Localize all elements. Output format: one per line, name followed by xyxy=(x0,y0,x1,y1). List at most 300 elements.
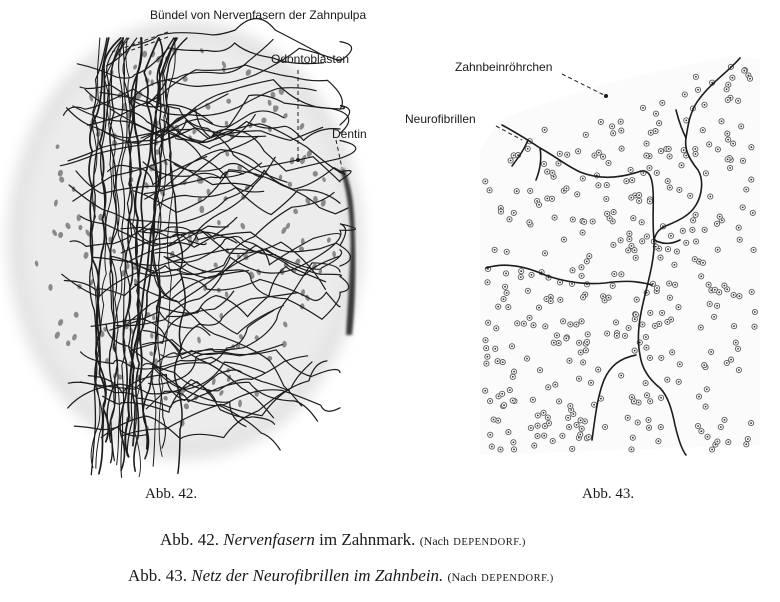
dentin-tubule-center xyxy=(582,178,584,180)
odontoblast-nucleus xyxy=(77,214,81,221)
caption-43-number: Abb. 43. xyxy=(128,566,188,585)
dentin-tubule-center xyxy=(586,261,588,263)
dentin-tubule-center xyxy=(543,412,545,414)
dentin-tubule-center xyxy=(666,379,668,381)
dentin-tubule-center xyxy=(668,148,670,150)
dentin-tubule-center xyxy=(726,362,728,364)
dentin-tubule-center xyxy=(620,375,622,377)
caption-43-source-name: DEPENDORF.) xyxy=(481,573,554,584)
dentin-tubule-center xyxy=(726,88,728,90)
dentin-tubule-center xyxy=(698,396,700,398)
dentin-tubule-center xyxy=(602,156,604,158)
dentin-tubule-center xyxy=(569,324,571,326)
dentin-tubule-center xyxy=(643,172,645,174)
dentin-tubule-center xyxy=(717,441,719,443)
dentin-tubule-center xyxy=(697,89,699,91)
dentin-tubule-center xyxy=(558,342,560,344)
dentin-tubule-center xyxy=(582,296,584,298)
dentin-tubule-center xyxy=(594,155,596,157)
dentin-tubule-center xyxy=(513,371,515,373)
dentin-tubule-center xyxy=(668,283,670,285)
dentin-tubule-center xyxy=(695,76,697,78)
dentin-tubule-center xyxy=(600,121,602,123)
dentin-tubule-center xyxy=(636,299,638,301)
dentin-tubule-center xyxy=(602,295,604,297)
dentin-tubule-center xyxy=(537,415,539,417)
dentin-tubule-center xyxy=(606,213,608,215)
dentin-tubule-center xyxy=(621,273,623,275)
dentin-tubule-center xyxy=(590,382,592,384)
dentin-tubule-center xyxy=(685,120,687,122)
dentin-tubule-center xyxy=(634,249,636,251)
dentin-tubule-center xyxy=(550,300,552,302)
dentin-tubule-center xyxy=(751,146,753,148)
dentin-tubule-center xyxy=(656,172,658,174)
dentin-tubule-center xyxy=(650,132,652,134)
dentin-tubule-center xyxy=(648,427,650,429)
dentin-tubule-center xyxy=(635,314,637,316)
dentin-tubule-center xyxy=(538,307,540,309)
dentin-tubule-center xyxy=(609,218,611,220)
dentin-tubule-center xyxy=(698,261,700,263)
dentin-tubule-center xyxy=(709,196,711,198)
caption-43-rest: im Zahnbein. xyxy=(353,566,444,585)
dentin-tubule-center xyxy=(509,389,511,391)
dentin-tubule-center xyxy=(494,348,496,350)
dentin-tubule-center xyxy=(615,322,617,324)
dentin-tubule-center xyxy=(649,400,651,402)
dentin-tubule-center xyxy=(682,230,684,232)
dentin-tubule-center xyxy=(544,425,546,427)
dentin-tubule-center xyxy=(704,104,706,106)
dentin-tubule-center xyxy=(484,181,486,183)
figure-43-drawing xyxy=(480,55,760,455)
dentin-tubule-center xyxy=(500,449,502,451)
dentin-tubule-center xyxy=(612,132,614,134)
dentin-tubule-center xyxy=(674,264,676,266)
dentin-tubule-center xyxy=(604,299,606,301)
dentin-tubule-center xyxy=(598,152,600,154)
dentin-tubule-center xyxy=(520,270,522,272)
dentin-tubule-center xyxy=(559,153,561,155)
dentin-tubule-center xyxy=(552,172,554,174)
dentin-tubule-center xyxy=(509,218,511,220)
figure-42-drawing xyxy=(7,19,363,478)
dentin-tubule-center xyxy=(567,417,569,419)
dentin-tubule-center xyxy=(631,396,633,398)
dentin-tubule-center xyxy=(566,154,568,156)
dentin-tubule-center xyxy=(613,273,615,275)
dentin-tubule-center xyxy=(681,164,683,166)
dentin-tubule-center xyxy=(620,130,622,132)
dentin-tubule-center xyxy=(571,283,573,285)
dentin-tubule-center xyxy=(752,212,754,214)
dentin-tubule-center xyxy=(669,297,671,299)
dentin-tubule-center xyxy=(737,100,739,102)
dentin-tubule-center xyxy=(730,359,732,361)
dentin-tubule-center xyxy=(661,312,663,314)
dentin-tubule-center xyxy=(727,84,729,86)
dentin-tubule-center xyxy=(646,394,648,396)
dentin-tubule-center xyxy=(577,150,579,152)
dentin-tubule-center xyxy=(700,327,702,329)
dentin-tubule-center xyxy=(685,155,687,157)
dentin-tubule-center xyxy=(505,273,507,275)
dentin-tubule-center xyxy=(646,236,648,238)
dentin-tubule-center xyxy=(700,275,702,277)
dentin-tubule-center xyxy=(516,190,518,192)
dentin-tubule-center xyxy=(655,113,657,115)
dentin-tubule-center xyxy=(600,398,602,400)
dentin-tissue-background xyxy=(480,55,760,455)
dentin-tubule-center xyxy=(727,99,729,101)
dentin-tubule-center xyxy=(570,409,572,411)
dentin-tubule-center xyxy=(529,222,531,224)
dentin-tubule-center xyxy=(635,257,637,259)
dentin-tubule-center xyxy=(629,238,631,240)
dentin-tubule-center xyxy=(588,255,590,257)
dentin-tubule-center xyxy=(527,290,529,292)
dentin-tubule-center xyxy=(702,129,704,131)
dentin-tubule-center xyxy=(562,435,564,437)
dentin-tubule-center xyxy=(655,130,657,132)
dentin-tubule-center xyxy=(739,295,741,297)
dentin-tubule-center xyxy=(572,269,574,271)
dentin-tubule-center xyxy=(646,347,648,349)
dentin-tubule-center xyxy=(646,155,648,157)
dentin-tubule-center xyxy=(717,249,719,251)
dentin-tubule-center xyxy=(721,219,723,221)
dentin-tubule-center xyxy=(654,325,656,327)
dentin-tubule-center xyxy=(694,258,696,260)
dentin-tubule-center xyxy=(487,356,489,358)
dentin-tubule-center xyxy=(740,126,742,128)
dentin-tubule-center xyxy=(605,198,607,200)
dentin-tubule-center xyxy=(655,246,657,248)
dentin-tubule-center xyxy=(638,200,640,202)
dentin-tubule-center xyxy=(630,169,632,171)
dentin-tubule-center xyxy=(645,382,647,384)
dentin-tubule-center xyxy=(679,363,681,365)
dentin-tubule-center xyxy=(571,448,573,450)
dentin-tubule-center xyxy=(608,297,610,299)
caption-42-number: Abb. 42. xyxy=(160,530,220,549)
dentin-tubule-center xyxy=(547,386,549,388)
dentin-tubule-center xyxy=(718,291,720,293)
dentin-tubule-center xyxy=(658,440,660,442)
dentin-tubule-center xyxy=(620,239,622,241)
dentin-tubule-center xyxy=(533,324,535,326)
dentin-tubule-center xyxy=(661,102,663,104)
dentin-tubule-center xyxy=(558,401,560,403)
dentin-tubule-center xyxy=(588,436,590,438)
dentin-tubule-center xyxy=(538,204,540,206)
dentin-tubule-center xyxy=(624,335,626,337)
dentin-tubule-center xyxy=(489,189,491,191)
dentin-tubule-center xyxy=(487,322,489,324)
dentin-tubule-center xyxy=(738,369,740,371)
dentin-tubule-center xyxy=(547,417,549,419)
dentin-tubule-center xyxy=(692,219,694,221)
tubule-label: Zahnbeinröhrchen xyxy=(455,60,553,74)
dentin-tubule-center xyxy=(583,221,585,223)
dentin-tubule-center xyxy=(649,167,651,169)
dentin-tubule-center xyxy=(502,361,504,363)
dentin-tubule-center xyxy=(487,281,489,283)
dentin-tubule-center xyxy=(620,121,622,123)
dentin-tubule-center xyxy=(497,420,499,422)
dentin-tubule-center xyxy=(674,284,676,286)
dentin-tubule-center xyxy=(500,211,502,213)
dentin-tubule-center xyxy=(727,139,729,141)
dentin-tubule-center xyxy=(747,438,749,440)
dentin-tubule-center xyxy=(512,400,514,402)
dentin-tubule-center xyxy=(648,419,650,421)
dentin-tubule-center xyxy=(721,120,723,122)
neurofibril-label: Neurofibrillen xyxy=(405,112,476,126)
dentin-tubule-center xyxy=(695,214,697,216)
dentin-tubule-center xyxy=(678,306,680,308)
dentin-tubule-center xyxy=(716,223,718,225)
dentin-tubule-center xyxy=(754,311,756,313)
dentin-tubule-center xyxy=(732,77,734,79)
dentin-tubule-center xyxy=(578,342,580,344)
dentin-tubule-center xyxy=(702,262,704,264)
dentin-tubule-center xyxy=(585,350,587,352)
dentin-tubule-center xyxy=(546,198,548,200)
dentin-tubule-center xyxy=(606,333,608,335)
dentin-tubule-center xyxy=(529,317,531,319)
dentin-tubule-center xyxy=(692,229,694,231)
dentin-tubule-center xyxy=(641,240,643,242)
dentin-tubule-center xyxy=(558,163,560,165)
dentin-tubule-center xyxy=(750,422,752,424)
dentin-tubule-center xyxy=(684,94,686,96)
dentin-tubule-center xyxy=(743,70,745,72)
dentin-tubule-center xyxy=(501,393,503,395)
dentin-tubule-center xyxy=(656,287,658,289)
dentin-tubule-center xyxy=(553,176,555,178)
dentin-tubule-center xyxy=(658,122,660,124)
dentin-tubule-center xyxy=(667,248,669,250)
dentin-tubule-center xyxy=(587,334,589,336)
dentin-tubule-center xyxy=(579,434,581,436)
caption-42-title: Nervenfasern xyxy=(223,530,315,549)
caption-43-title: Netz der Neurofibrillen xyxy=(191,566,350,585)
dentin-tubule-center xyxy=(550,296,552,298)
dentin-tubule-center xyxy=(598,184,600,186)
dentin-tubule-center xyxy=(513,155,515,157)
dentin-tubule-center xyxy=(489,400,491,402)
dentin-tubule-center xyxy=(634,318,636,320)
dentin-tubule-center xyxy=(568,426,570,428)
dentin-tubule-center xyxy=(597,369,599,371)
dentin-tubule-center xyxy=(649,201,651,203)
dentin-tubule-center xyxy=(658,323,660,325)
dentin-tubule-center xyxy=(660,257,662,259)
dentin-tubule-center xyxy=(621,148,623,150)
dentin-tubule-center xyxy=(737,348,739,350)
dentin-tubule-center xyxy=(586,341,588,343)
dentin-tubule-center xyxy=(511,345,513,347)
dentin-tubule-center xyxy=(628,327,630,329)
dentin-tubule-center xyxy=(593,404,595,406)
caption-42-rest: im Zahnmark. xyxy=(319,530,416,549)
dentin-tubule-center xyxy=(695,241,697,243)
dentin-tubule-center xyxy=(726,133,728,135)
dentin-tubule-center xyxy=(735,342,737,344)
dentin-tubule-center xyxy=(626,180,628,182)
dentin-tubule-center xyxy=(745,443,747,445)
dentin-tubule-center xyxy=(592,221,594,223)
dentin-tubule-center xyxy=(606,184,608,186)
dentin-tubule-center xyxy=(516,322,518,324)
dentin-tubule-center xyxy=(713,316,715,318)
dentin-tubule-center xyxy=(551,198,553,200)
dentin-tubule-center xyxy=(520,276,522,278)
dentin-tubule-center xyxy=(507,306,509,308)
dentin-tubule-center xyxy=(708,284,710,286)
dentin-tubule-center xyxy=(612,285,614,287)
dentin-tubule-center xyxy=(485,347,487,349)
dentin-tubule-center xyxy=(537,435,539,437)
dentin-tubule-center xyxy=(733,325,735,327)
dentin-label: Dentin xyxy=(332,127,367,141)
dentin-tubule-center xyxy=(724,419,726,421)
dentin-tubule-center xyxy=(537,425,539,427)
dentin-tubule-center xyxy=(546,298,548,300)
dentin-tubule-center xyxy=(631,245,633,247)
dentin-tubule-center xyxy=(544,326,546,328)
dentin-tubule-center xyxy=(638,402,640,404)
dentin-tubule-center xyxy=(582,232,584,234)
dentin-tubule-center xyxy=(705,172,707,174)
dentin-tubule-center xyxy=(629,233,631,235)
dentin-tubule-center xyxy=(641,221,643,223)
dentin-tubule-center xyxy=(504,286,506,288)
dentin-tubule-center xyxy=(543,163,545,165)
dentin-tubule-center xyxy=(732,143,734,145)
dentin-tubule-center xyxy=(678,381,680,383)
dentin-tubule-center xyxy=(527,148,529,150)
dentin-tubule-center xyxy=(512,376,514,378)
dentin-tubule-center xyxy=(749,78,751,80)
dentin-tubule-center xyxy=(727,441,729,443)
dentin-tubule-center xyxy=(627,250,629,252)
dentin-tubule-center xyxy=(533,445,535,447)
dentin-tubule-center xyxy=(642,107,644,109)
dentin-tubule-center xyxy=(632,437,634,439)
dentin-tubule-center xyxy=(580,352,582,354)
dentin-tubule-center xyxy=(569,360,571,362)
dentin-tubule-center xyxy=(485,339,487,341)
dentin-tubule-center xyxy=(694,148,696,150)
figure-43-number: Abb. 43. xyxy=(582,486,635,502)
dentin-tubule-center xyxy=(510,160,512,162)
dentin-tubule-center xyxy=(562,320,564,322)
dentin-tubule-center xyxy=(753,249,755,251)
dentin-tubule-center xyxy=(604,426,606,428)
caption-42-source-prefix: (Nach xyxy=(419,534,450,548)
bundle-label: Bündel von Nervenfasern der Zahnpulpa xyxy=(150,8,367,22)
dentin-tubule-center xyxy=(711,449,713,451)
dentin-tubule-center xyxy=(714,289,716,291)
dentin-tubule-center xyxy=(710,351,712,353)
dentin-tubule-center xyxy=(536,200,538,202)
dentin-tubule-center xyxy=(552,440,554,442)
dentin-tubule-center xyxy=(513,212,515,214)
dentin-tubule-center xyxy=(566,188,568,190)
dentin-tubule-center xyxy=(724,285,726,287)
dentin-tubule-center xyxy=(608,162,610,164)
dentin-tubule-center xyxy=(750,179,752,181)
dentin-tubule-center xyxy=(581,275,583,277)
dentin-tubule-center xyxy=(638,194,640,196)
dentin-tubule-center xyxy=(489,434,491,436)
dentin-tubule-center xyxy=(631,179,633,181)
dentin-tubule-center xyxy=(634,350,636,352)
dentin-tubule-center xyxy=(671,351,673,353)
dentin-tubule-center xyxy=(727,159,729,161)
caption-43 xyxy=(128,566,554,586)
dentin-tubule-center xyxy=(667,321,669,323)
dentin-tubule-center xyxy=(576,424,578,426)
dentin-tubule-center xyxy=(632,217,634,219)
dentin-tubule-center xyxy=(526,358,528,360)
dentin-tubule-center xyxy=(581,320,583,322)
dentin-tubule-center xyxy=(565,338,567,340)
dentin-tubule-center xyxy=(742,207,744,209)
dentin-tubule-center xyxy=(506,251,508,253)
dentin-tubule-center xyxy=(670,319,672,321)
dentin-tubule-center xyxy=(630,197,632,199)
dentin-tubule-center xyxy=(733,294,735,296)
caption-42 xyxy=(160,530,526,550)
figure-42-number: Abb. 42. xyxy=(145,486,198,502)
dentin-tubule-center xyxy=(738,227,740,229)
dentin-tubule-center xyxy=(585,134,587,136)
dentin-tubule-center xyxy=(544,252,546,254)
dentin-tubule-center xyxy=(669,187,671,189)
dentin-tubule-center xyxy=(569,405,571,407)
dentin-tubule-center xyxy=(539,369,541,371)
dentin-tubule-center xyxy=(642,324,644,326)
dentin-tubule-center xyxy=(703,364,705,366)
dentin-tubule-center xyxy=(649,312,651,314)
dentin-tubule-center xyxy=(751,291,753,293)
dentin-tubule-center xyxy=(554,217,556,219)
dentin-tubule-center xyxy=(637,422,639,424)
dentin-tubule-center xyxy=(581,428,583,430)
dentin-tubule-center xyxy=(613,244,615,246)
dentin-tubule-center xyxy=(685,242,687,244)
dentin-tubule-center xyxy=(530,427,532,429)
dentin-tubule-center xyxy=(513,449,515,451)
dentin-tubule-center xyxy=(742,160,744,162)
dentin-tubule-center xyxy=(679,189,681,191)
dentin-tubule-center xyxy=(572,413,574,415)
dentin-tubule-center xyxy=(627,417,629,419)
dentin-tubule-center xyxy=(484,390,486,392)
dentin-tubule-center xyxy=(660,426,662,428)
dentin-tubule-center xyxy=(754,326,756,328)
dentin-tubule-center xyxy=(498,396,500,398)
dentin-tubule-center xyxy=(705,406,707,408)
dentin-tubule-center xyxy=(697,425,699,427)
dentin-tubule-center xyxy=(584,421,586,423)
dentin-tubule-center xyxy=(660,397,662,399)
dentin-tubule-center xyxy=(729,167,731,169)
